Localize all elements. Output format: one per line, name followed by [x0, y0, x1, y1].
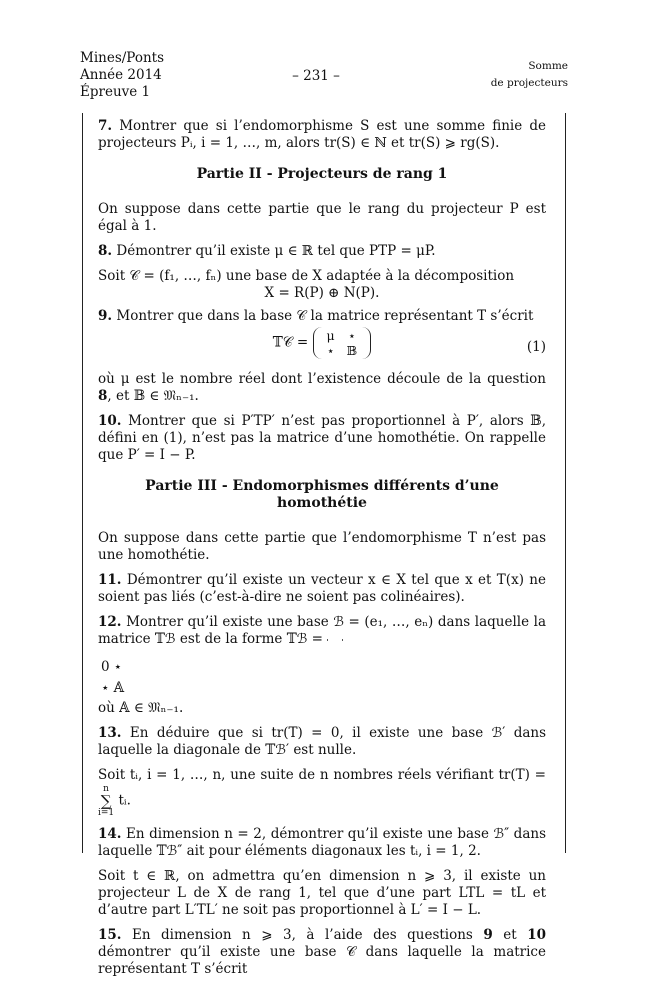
- equation-1: 𝕋𝒞 = μ ⋆ ⋆ 𝔹 (1): [272, 328, 546, 358]
- header-left: [80, 50, 164, 101]
- page-number: – 231 –: [292, 68, 340, 84]
- part-2-title: Partie II - Projecteurs de rang 1: [196, 166, 448, 182]
- header-topic-2: de projecteurs: [490, 77, 568, 89]
- header-topic-1: Somme: [528, 60, 568, 72]
- part-3-intro: On suppose dans cette partie que l’endomorphisme T n’est pas une homothétie.: [98, 530, 546, 563]
- page-content: 7. Montrer que si l’endomorphisme S est une somme finie de projecteurs Pᵢ, i = 1, …, m, alors tr(S) ∈ ℕ et tr(S) ⩾ rg(S). Partie II - Projecteurs de rang 1 On suppose dans cette partie que le rang du projecteur P est égal à 1. 8. Démontrer qu’il existe μ ∈ ℝ tel que PTP = μP. Soit 𝒞 = (f₁, …, fₙ) une base de X adaptée à la décomposition X = R(P) ⊕ N(P). 9. Montrer que dans la base 𝒞 la matrice représentant T s’écrit 𝕋𝒞 = μ ⋆ ⋆ 𝔹 (1) où μ est le nombre réel dont l’existence découle de la question 8, et 𝔹 ∈ 𝔐ₙ₋₁. 10. Montrer que si P′TP′ n’est pas proportionnel à P′, alors 𝔹, défini en (1), n’est pas la matrice d’une homothétie. On rappelle que P′ = I − P. Partie III - Endomorphismes différents d’une homothétie On suppose dans cette partie que l’endomorphisme T n’est pas une homothétie. 11. Démontrer qu’il existe un vecteur x ∈ X tel que x et T(x) ne soient pas liés (c’est-à-dire ne soient pas colinéaires). 12. Montrer qu’il existe une base ℬ = (e₁, …, eₙ) dans laquelle la matrice 𝕋ℬ est de la forme 𝕋ℬ = 0 ⋆ ⋆ 𝔸 où 𝔸 ∈ 𝔐ₙ₋₁. 13. En déduire que si tr(T) = 0, il existe une base ℬ′ dans laquelle la diagonale de 𝕋ℬ′ est nulle. Soit tᵢ, i = 1, …, n, une suite de n nombres réels vérifiant tr(T) = n ∑ i=1 tᵢ. 14. En dimension n = 2, démontrer qu’il existe une base ℬ″ dans laquelle 𝕋ℬ″ ait pour éléments diagonaux les tᵢ, i = 1, 2. Soit t ∈ ℝ, on admettra qu’en dimension n ⩾ 3, il existe un projecteur L de X de rang 1, tel que d’une part LTL = tL et d’autre part L′TL′ ne soit pas proportionnel à L′ = I − L. 15. En dimension n ⩾ 3, à l’aide des questions 9 et 10 démontrer qu’il existe une base 𝒞 dans laquelle la matrice représentant T s’écrit: [98, 118, 547, 977]
- question-14: 14. En dimension n = 2, démontrer qu’il existe une base ℬ″ dans laquelle 𝕋ℬ″ ait pour éléments diagonaux les tᵢ, i = 1, 2.: [98, 826, 546, 859]
- part-2-intro: On suppose dans cette partie que le rang du projecteur P est égal à 1.: [98, 201, 546, 234]
- header-year: Année 2014: [80, 67, 162, 83]
- sum-condition: Soit tᵢ, i = 1, …, n, une suite de n nombres réels vérifiant tr(T) = n ∑ i=1 tᵢ.: [98, 767, 546, 818]
- question-13: 13. En déduire que si tr(T) = 0, il existe une base ℬ′ dans laquelle la diagonale de 𝕋ℬ′ est nulle.: [98, 725, 547, 758]
- equation-tag: (1): [526, 339, 546, 355]
- question-11: 11. Démontrer qu’il existe un vecteur x ∈ X tel que x et T(x) ne soient pas liés (c’est-à-dire ne soient pas colinéaires).: [98, 572, 546, 605]
- right-margin-rule: [565, 113, 566, 853]
- question-12: 12. Montrer qu’il existe une base ℬ = (e₁, …, eₙ) dans laquelle la matrice 𝕋ℬ est de la forme 𝕋ℬ =: [98, 614, 546, 647]
- question-10: 10. Montrer que si P′TP′ n’est pas proportionnel à P′, alors 𝔹, défini en (1), n’est pas la matrice d’une homothétie. On rappelle que P′ = I − P.: [98, 413, 546, 463]
- matrix-t-b: [327, 639, 343, 641]
- mu-explanation: où μ est le nombre réel dont l’existence découle de la question 8, et 𝔹 ∈ 𝔐ₙ₋₁.: [98, 371, 546, 404]
- question-9: 9. Montrer que dans la base 𝒞 la matrice représentant T s’écrit: [98, 308, 534, 324]
- question-8: 8. Démontrer qu’il existe μ ∈ ℝ tel que PTP = μP.: [98, 243, 436, 259]
- sum-symbol: n ∑ i=1: [98, 784, 115, 818]
- basis-definition: Soit 𝒞 = (f₁, …, fₙ) une base de X adaptée à la décomposition: [98, 268, 515, 284]
- part-3-title: Partie III - Endomorphismes différents d’une homothétie: [145, 478, 499, 511]
- matrix-t-c: μ ⋆ ⋆ 𝔹: [313, 327, 372, 359]
- basis-equation: X = R(P) ⊕ N(P).: [264, 285, 380, 301]
- header-right: [470, 58, 568, 92]
- question-15: 15. En dimension n ⩾ 3, à l’aide des questions 9 et 10 démontrer qu’il existe une base 𝒞 dans laquelle la matrice représentant T s’écrit: [98, 927, 546, 977]
- projector-assumption: Soit t ∈ ℝ, on admettra qu’en dimension n ⩾ 3, il existe un projecteur L de X de rang 1, tel que d’une part LTL = tL et d’autre part L′TL′ ne soit pas proportionnel à L′ = I − L.: [98, 868, 546, 918]
- question-7: 7. Montrer que si l’endomorphisme S est une somme finie de projecteurs Pᵢ, i = 1, …, m, alors tr(S) ∈ ℕ et tr(S) ⩾ rg(S).: [98, 118, 547, 151]
- header-exam: Épreuve 1: [80, 84, 151, 100]
- header-contest: Mines/Ponts: [80, 50, 165, 66]
- left-margin-rule: [82, 113, 83, 853]
